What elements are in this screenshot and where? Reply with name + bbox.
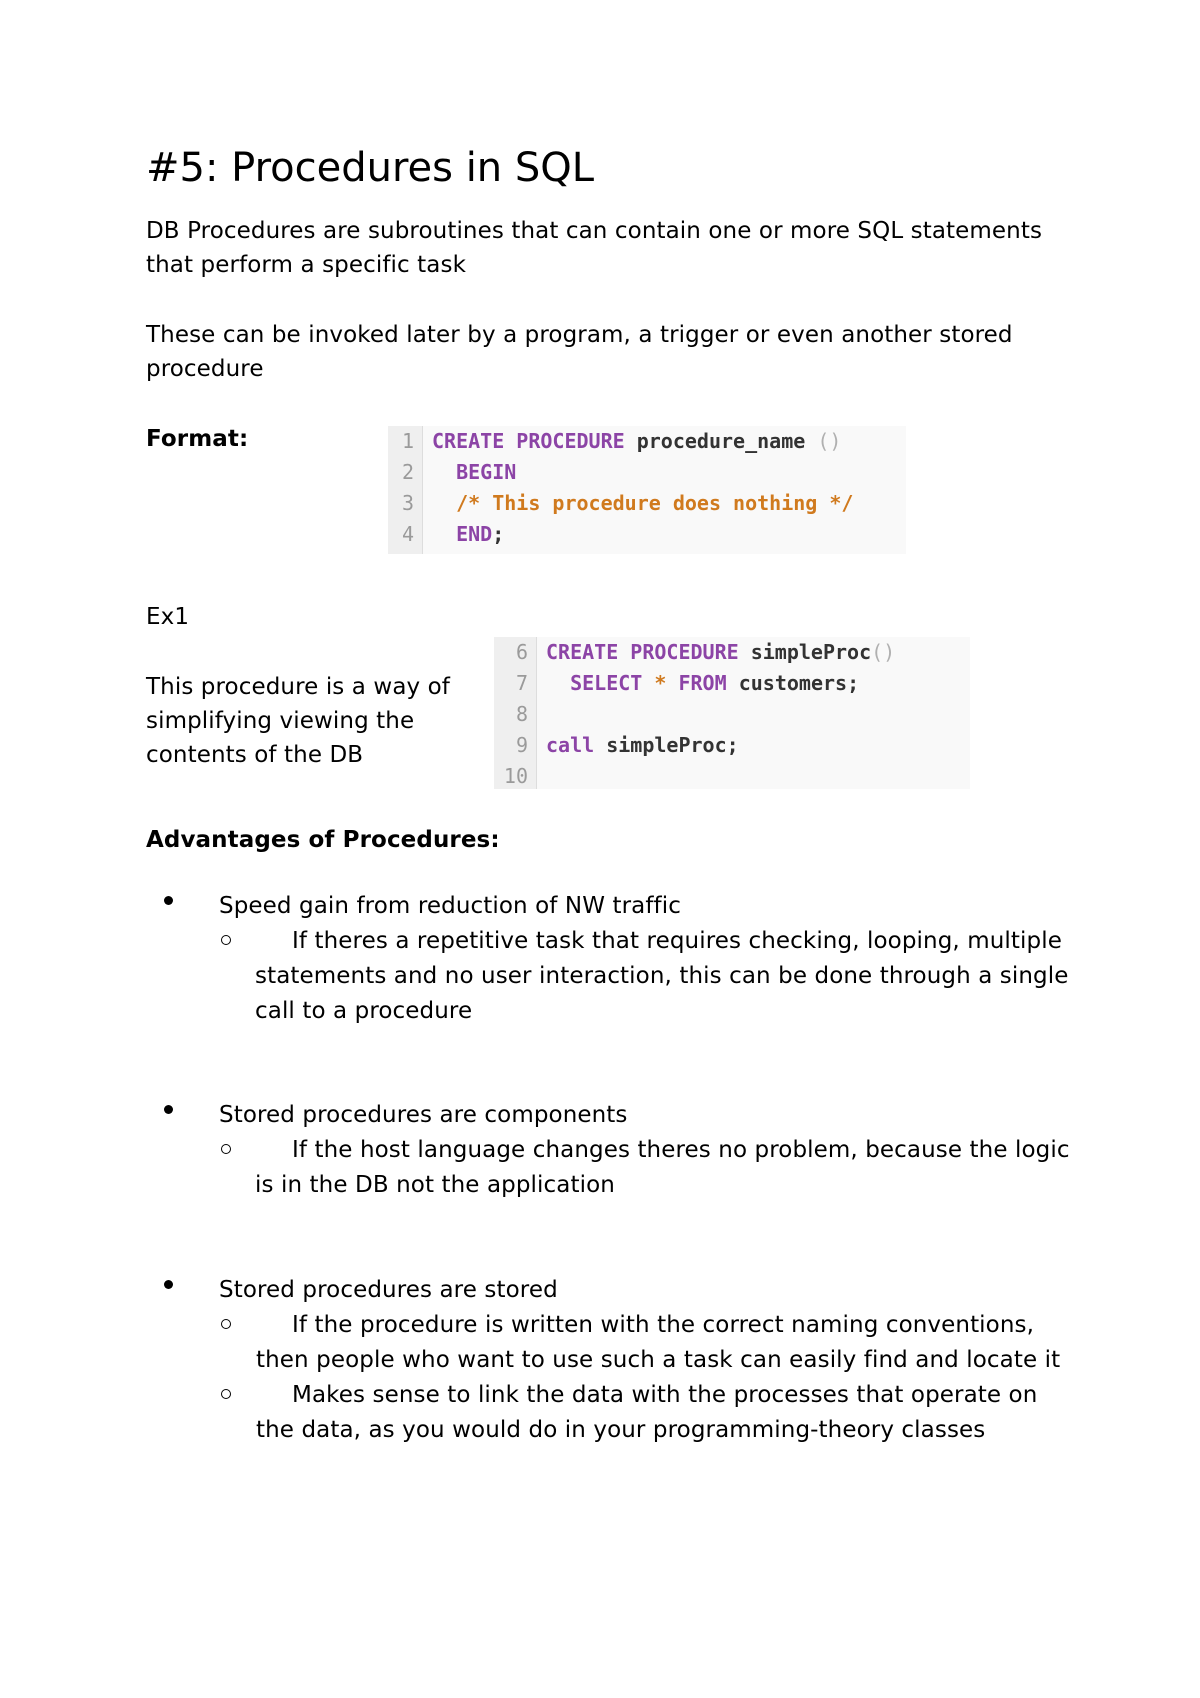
code-text: END; [456, 522, 505, 546]
line-number: 9 [515, 733, 528, 757]
advantage-1-detail-line-3: call to a procedure [255, 998, 473, 1024]
intro-line-1: DB Procedures are subroutines that can contain one or more SQL statements [146, 218, 1043, 244]
line-number: 7 [515, 671, 528, 695]
format-label: Format: [146, 426, 249, 452]
code-line [494, 699, 970, 730]
code-line [494, 668, 970, 699]
sub-bullet-icon [221, 1389, 231, 1399]
code-text: /* This procedure does nothing */ [456, 491, 854, 515]
advantage-item-3: Stored procedures are stored [219, 1277, 558, 1303]
advantage-2-detail-line-2: is in the DB not the application [255, 1172, 615, 1198]
code-text: call simpleProc; [546, 733, 739, 757]
line-number: 2 [401, 460, 414, 484]
ex1-label: Ex1 [146, 604, 190, 630]
ex1-description-line-1: This procedure is a way of [146, 674, 451, 700]
advantage-item-2: Stored procedures are components [219, 1102, 628, 1128]
advantage-item-1: Speed gain from reduction of NW traffic [219, 893, 681, 919]
code-line [494, 637, 970, 668]
sub-bullet-icon [221, 1144, 231, 1154]
ex1-description-line-2: simplifying viewing the [146, 708, 415, 734]
invoke-line-2: procedure [146, 356, 264, 382]
format-code-block [388, 426, 906, 554]
bullet-icon [164, 1280, 173, 1289]
code-text: SELECT * FROM customers; [570, 671, 860, 695]
ex1-description-line-3: contents of the DB [146, 742, 364, 768]
bullet-icon [164, 1105, 173, 1114]
code-text: CREATE PROCEDURE simpleProc() [546, 640, 896, 664]
invoke-line-1: These can be invoked later by a program, a trigger or even another stored [146, 322, 1013, 348]
line-number: 6 [515, 640, 528, 664]
code-text: BEGIN [456, 460, 517, 484]
advantage-3-detail-2-line-1: Makes sense to link the data with the processes that operate on [292, 1382, 1038, 1408]
advantage-2-detail-line-1: If the host language changes theres no problem, because the logic [292, 1137, 1070, 1163]
line-number: 10 [503, 764, 528, 788]
code-line [388, 457, 906, 488]
code-text: CREATE PROCEDURE procedure_name () [432, 429, 842, 453]
line-number: 4 [401, 522, 414, 546]
code-line [494, 761, 970, 792]
code-line [388, 488, 906, 519]
advantages-heading: Advantages of Procedures: [146, 827, 500, 853]
code-line [388, 519, 906, 550]
page-title: #5: Procedures in SQL [146, 145, 595, 191]
advantage-1-detail-line-1: If theres a repetitive task that requires checking, looping, multiple [292, 928, 1062, 954]
sub-bullet-icon [221, 1319, 231, 1329]
line-number: 8 [515, 702, 528, 726]
code-line [388, 426, 906, 457]
sub-bullet-icon [221, 935, 231, 945]
advantage-3-detail-1-line-2: then people who want to use such a task can easily find and locate it [256, 1347, 1061, 1373]
advantage-1-detail-line-2: statements and no user interaction, this can be done through a single [255, 963, 1069, 989]
line-number: 1 [401, 429, 414, 453]
ex1-code-block [494, 637, 970, 789]
bullet-icon [164, 896, 173, 905]
line-number: 3 [401, 491, 414, 515]
intro-line-2: that perform a specific task [146, 252, 466, 278]
code-line [494, 730, 970, 761]
advantage-3-detail-1-line-1: If the procedure is written with the correct naming conventions, [292, 1312, 1035, 1338]
advantage-3-detail-2-line-2: the data, as you would do in your programming-theory classes [256, 1417, 986, 1443]
